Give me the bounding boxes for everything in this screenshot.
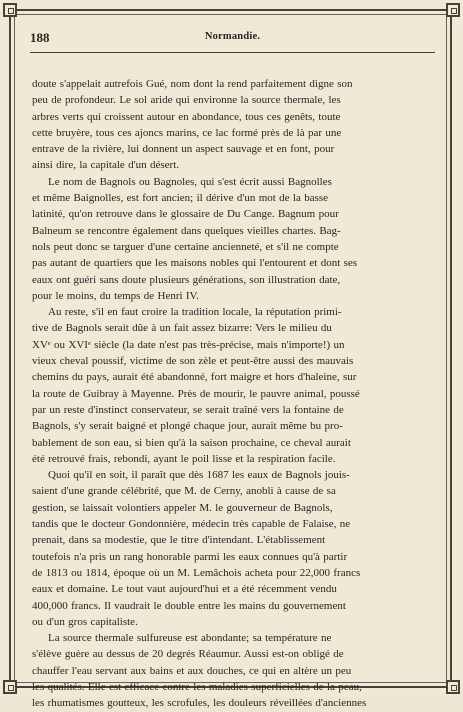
body-text <box>32 76 442 712</box>
text-line: prenait, dans sa modestie, que le titre d'intendant. L'établissement <box>32 534 326 547</box>
text-line: arbres verts qui croissent autour en abondance, tous ces genêts, toute <box>32 110 341 123</box>
text-line: La source thermale sulfureuse est abondante; sa température ne <box>48 632 332 645</box>
text-line: et même Baignolles, est fort ancien; il dérive d'un mot de la basse <box>32 192 329 205</box>
text-line: Bagnols, s'y serait baigné et plongé chaque jour, aurait même bu pro- <box>32 420 343 433</box>
text-line: vieux cheval poussif, victime de son zèle et peut-être aussi des mauvais <box>32 355 354 368</box>
text-line: gestion, se laissait volontiers appeler M. le gouverneur de Bagnols, <box>32 501 333 514</box>
text-line: les rhumatismes goutteux, les scrofules, les douleurs réveillées d'anciennes <box>32 697 367 710</box>
corner-ornament-bottom-left <box>3 680 17 694</box>
text-line: Balneum se rencontre également dans quelques vieilles chartes. Bag- <box>32 224 341 237</box>
corner-ornament-bottom-right <box>446 680 460 694</box>
text-line: été retrouvé frais, rebondi, ayant le poil lisse et la respiration facile. <box>32 452 336 465</box>
text-line: de 1813 ou 1814, époque où un M. Lemâchois acheta pour 22,000 francs <box>32 566 361 579</box>
text-line: s'élève guère au dessus de 20 degrés Réaumur. Aussi est-on obligé de <box>32 648 344 661</box>
text-line: ainsi dire, la capitale d'un désert. <box>32 159 180 172</box>
text-line: XVᵉ ou XVIᵉ siècle (la date n'est pas très-précise, mais n'importe!) un <box>32 338 345 351</box>
text-line: la route de Guibray à Mayenne. Près de mourir, le pauvre animal, poussé <box>32 387 360 400</box>
page-header <box>30 30 435 48</box>
text-line: pour le moins, du temps de Henri IV. <box>32 289 199 302</box>
header-rule <box>30 52 435 53</box>
text-line: pas autant de quartiers que les maisons nobles qui l'entourent et dont ses <box>32 257 358 270</box>
text-line: chauffer l'eau servant aux bains et aux douches, ce qui en altère un peu <box>32 664 352 677</box>
text-line: cette bruyère, tous ces ajoncs marins, ce lac formé près de là par une <box>32 126 342 139</box>
text-line: 400,000 francs. Il vaudrait le double entre les mains du gouvernement <box>32 599 346 612</box>
text-line: nols peut donc se targuer d'une certaine ancienneté, et s'il ne compte <box>32 240 339 253</box>
text-line: peu de profondeur. Le sol aride qui environne la source thermale, les <box>32 94 341 107</box>
text-line: saient d'une grande célébrité, que M. de Cerny, anobli à cause de sa <box>32 485 336 498</box>
text-line: ou d'un gros capitaliste. <box>32 615 138 628</box>
text-line: les qualités. Elle est efficace contre les maladies superficielles de la peau, <box>32 680 362 693</box>
text-line: eaux et domaine. Le tout vaut aujourd'hui et a été récemment vendu <box>32 583 337 596</box>
text-line: Quoi qu'il en soit, il paraît que dès 1687 les eaux de Bagnols jouis- <box>48 469 350 482</box>
text-line: doute s'appelait autrefois Gué, nom dont la rend parfaitement digne son <box>32 78 353 90</box>
text-line: tive de Bagnols serait dûe à un fait assez bizarre: Vers le milieu du <box>32 322 332 335</box>
text-line: Au reste, s'il en faut croire la tradition locale, la réputation primi- <box>48 306 342 319</box>
text-line: bablement de son eau, si bien qu'à la saison prochaine, ce cheval aurait <box>32 436 351 449</box>
text-line: toutefois n'a pris un rang honorable parmi les eaux connues qu'à partir <box>32 550 348 563</box>
text-line: Le nom de Bagnols ou Bagnoles, qui s'est écrit aussi Bagnolles <box>48 175 332 188</box>
text-line: eaux ont guéri sans doute plusieurs générations, son illustration date, <box>32 273 341 286</box>
running-title: Normandie. <box>204 31 261 42</box>
text-line: par un reste d'instinct conservateur, se serait traîné vers la fontaine de <box>32 403 344 416</box>
page-number: 188 <box>30 30 50 45</box>
corner-ornament-top-right <box>446 3 460 17</box>
text-line: tandis que le docteur Gondonnière, médecin très capable de Falaise, ne <box>32 518 351 531</box>
text-line: chemins du pays, aurait été abandonné, fort maigre et hors d'haleine, sur <box>32 371 357 384</box>
text-line: latinité, qu'on retrouve dans le glossaire de Du Cange. Bagnum pour <box>32 208 339 221</box>
corner-ornament-top-left <box>3 3 17 17</box>
text-line: entrave de la rivière, lui donnent un aspect sauvage et en font, pour <box>32 143 335 156</box>
